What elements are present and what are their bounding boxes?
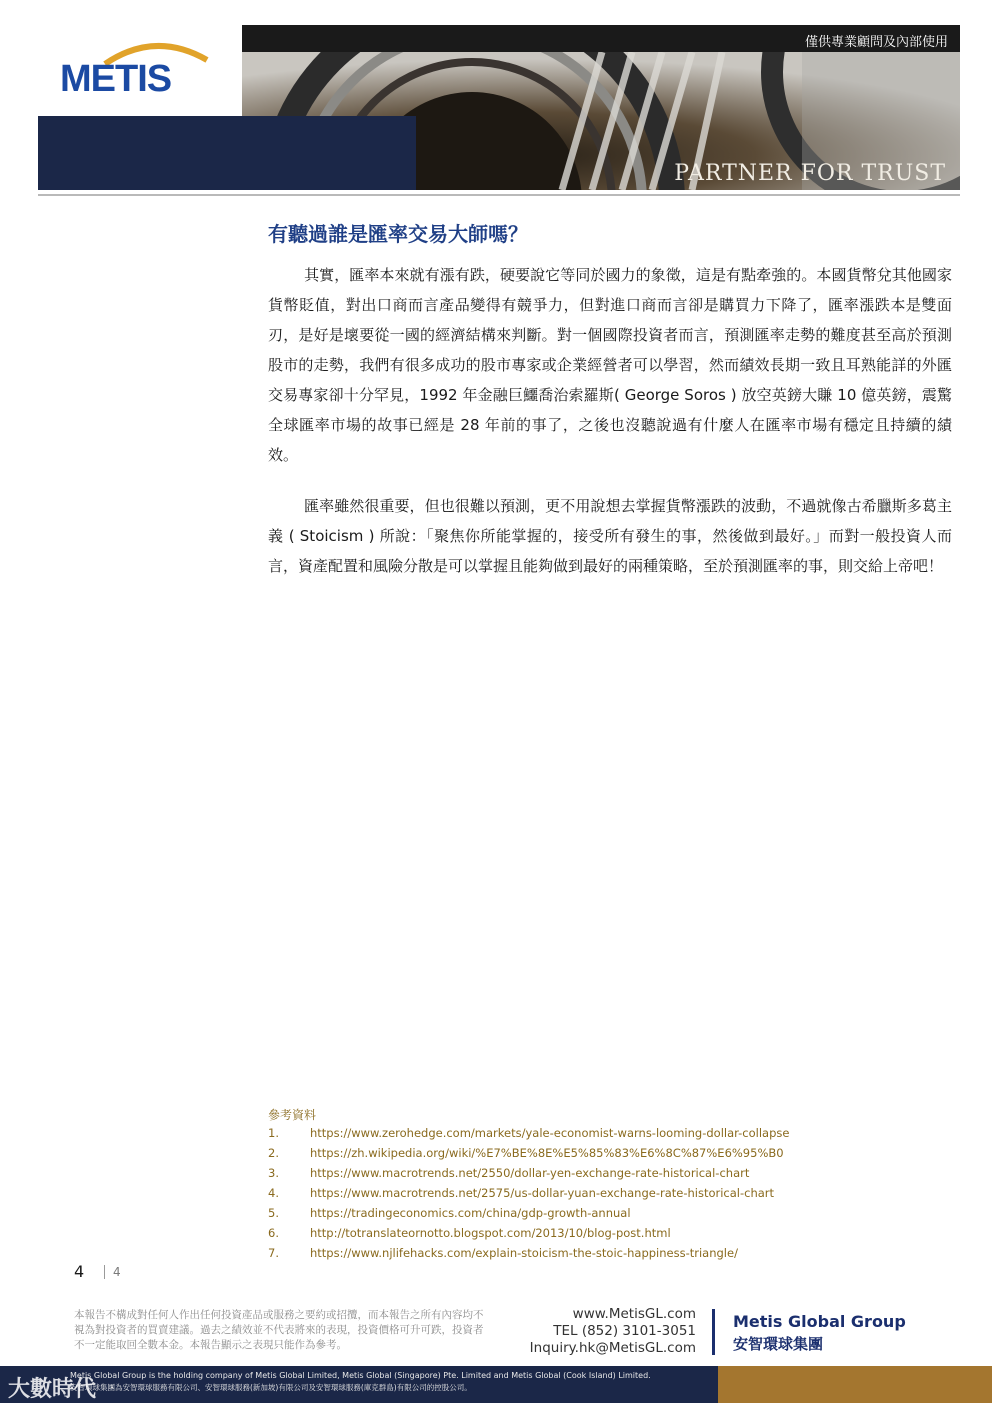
group-name-chinese: 安智環球集團 bbox=[733, 1335, 824, 1353]
header-navy-block bbox=[38, 116, 416, 190]
reference-link[interactable]: https://zh.wikipedia.org/wiki/%E7%BE%8E%E5%85%83%E6%8C%87%E6%95%B0 bbox=[310, 1146, 784, 1160]
reference-number: 6. bbox=[268, 1226, 279, 1240]
reference-link[interactable]: https://www.macrotrends.net/2550/dollar-yen-exchange-rate-historical-chart bbox=[310, 1166, 750, 1180]
reference-number: 5. bbox=[268, 1206, 279, 1220]
footer-divider bbox=[712, 1309, 715, 1355]
reference-link[interactable]: http://totranslateornotto.blogspot.com/2013/10/blog-post.html bbox=[310, 1226, 671, 1240]
reference-item[interactable] bbox=[268, 1166, 789, 1186]
reference-item[interactable] bbox=[268, 1246, 789, 1266]
reference-number: 1. bbox=[268, 1126, 279, 1140]
watermark-logo: 大數時代 bbox=[8, 1377, 97, 1402]
reference-item[interactable] bbox=[268, 1226, 789, 1246]
footer-holding-statement-en: Metis Global Group is the holding company of Metis Global Limited, Metis Global (Singapore) Pte. Limited and Metis Global (Cook Island) Limited. bbox=[70, 1371, 651, 1380]
group-name-english: Metis Global Group bbox=[733, 1312, 906, 1331]
reference-link[interactable]: https://www.zerohedge.com/markets/yale-economist-warns-looming-dollar-collapse bbox=[310, 1126, 790, 1140]
reference-item[interactable] bbox=[268, 1206, 789, 1226]
references-title: 參考資料 bbox=[268, 1108, 317, 1122]
footer-contact bbox=[500, 1306, 696, 1357]
references-list bbox=[268, 1126, 789, 1266]
metis-logo: METIS bbox=[60, 58, 172, 100]
footer-holding-statement-zh: 安智環球集團為安智環球服務有限公司、安智環球服務(新加坡)有限公司及安智環球服務(庫克群島)有限公司的控股公司。 bbox=[70, 1383, 472, 1392]
internal-use-label: 僅供專業顧問及內部使用 bbox=[804, 35, 948, 50]
footer-email-link[interactable]: Inquiry.hk@MetisGL.com bbox=[529, 1340, 696, 1356]
footer-gold-bar bbox=[718, 1366, 992, 1403]
reference-number: 3. bbox=[268, 1166, 279, 1180]
footer-disclaimer: 本報告不構成對任何人作出任何投資產品或服務之要約或招攬，而本報告之所有內容均不視為對投資者的買賣建議。過去之績效並不代表將來的表現，投資價格可升可跌，投資者不一定能取回全數本金。本報告顯示之表現只能作為參考。 bbox=[74, 1309, 484, 1351]
header-divider bbox=[38, 194, 960, 196]
reference-number: 2. bbox=[268, 1146, 279, 1160]
tagline: PARTNER FOR TRUST bbox=[674, 161, 946, 186]
article-paragraph-2 bbox=[268, 491, 952, 581]
page-number-separator bbox=[104, 1265, 105, 1279]
footer-website-link[interactable]: www.MetisGL.com bbox=[572, 1306, 696, 1322]
article-title: 有聽過誰是匯率交易大師嗎？ bbox=[268, 222, 528, 246]
top-bar bbox=[242, 25, 960, 52]
reference-link[interactable]: https://tradingeconomics.com/china/gdp-growth-annual bbox=[310, 1206, 631, 1220]
paragraph-1-text: 其實，匯率本來就有漲有跌，硬要說它等同於國力的象徵，這是有點牽強的。本國貨幣兌其他國家貨幣貶值，對出口商而言產品變得有競爭力，但對進口商而言卻是購買力下降了，匯率漲跌本是雙面刃，是好是壞要從一國的經濟結構來判斷。對一個國際投資者而言，預測匯率走勢的難度甚至高於預測股市的走勢，我們有很多成功的股市專家或企業經營者可以學習，然而績效長期一致且耳熟能詳的外匯交易專家卻十分罕見，1992 年金融巨鱷喬治索羅斯( George Soros ) 放空英鎊大賺 10 億英鎊，震驚全球匯率市場的故事已經是 28 年前的事了，之後也沒聽說過有什麼人在匯率市場有穩定且持續的績效。 bbox=[268, 266, 952, 464]
reference-item[interactable] bbox=[268, 1186, 789, 1206]
article-paragraph-1 bbox=[268, 260, 952, 470]
reference-number: 4. bbox=[268, 1186, 279, 1200]
reference-number: 7. bbox=[268, 1246, 279, 1260]
page-number: 4 bbox=[74, 1262, 85, 1281]
paragraph-2-text: 匯率雖然很重要，但也很難以預測，更不用說想去掌握貨幣漲跌的波動，不過就像古希臘斯多葛主義 ( Stoicism ) 所說：「聚焦你所能掌握的，接受所有發生的事，然後做到最好。」而對一般投資人而言，資產配置和風險分散是可以掌握且能夠做到最好的兩種策略，至於預測匯率的事，則交給上帝吧！ bbox=[268, 497, 952, 575]
reference-item[interactable] bbox=[268, 1146, 789, 1166]
footer-telephone: TEL (852) 3101-3051 bbox=[553, 1323, 696, 1339]
reference-link[interactable]: https://www.njlifehacks.com/explain-stoicism-the-stoic-happiness-triangle/ bbox=[310, 1246, 738, 1260]
reference-item[interactable] bbox=[268, 1126, 789, 1146]
reference-link[interactable]: https://www.macrotrends.net/2575/us-dollar-yuan-exchange-rate-historical-chart bbox=[310, 1186, 775, 1200]
page-total: 4 bbox=[113, 1265, 121, 1279]
